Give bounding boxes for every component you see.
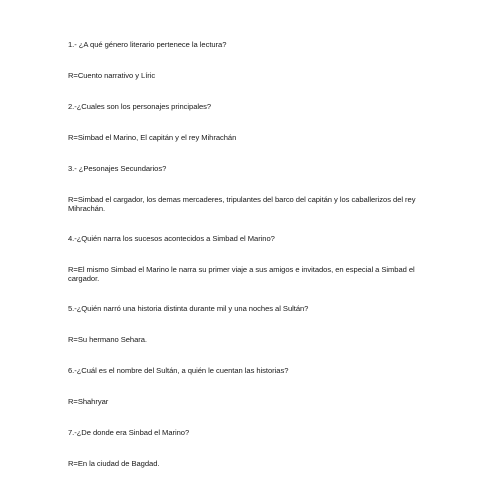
question-3: 3.- ¿Pesonajes Secundarios? — [68, 164, 167, 173]
answer-3: R=Simbad el cargador, los demas mercaderes, tripulantes del barco del capitán y los caballerizos del rey Mihrachán. — [68, 195, 416, 213]
question-1: 1.- ¿A qué género literario pertenece la lectura? — [68, 40, 227, 49]
answer-7: R=En la ciudad de Bagdad. — [68, 459, 160, 468]
answer-2: R=Simbad el Marino, El capitán y el rey Mihrachán — [68, 133, 237, 142]
question-4: 4.-¿Quién narra los sucesos acontecidos a Simbad el Marino? — [68, 234, 275, 243]
question-answer-list — [68, 40, 418, 490]
question-2: 2.-¿Cuales son los personajes principales? — [68, 102, 212, 111]
answer-6: R=Shahryar — [68, 397, 109, 406]
answer-4: R=El mismo Simbad el Marino le narra su primer viaje a sus amigos e invitados, en especial a Simbad el cargador. — [68, 265, 415, 283]
question-5: 5.-¿Quién narró una historia distinta durante mil y una noches al Sultán? — [68, 304, 309, 313]
answer-1: R=Cuento narrativo y Líric — [68, 71, 156, 80]
answer-5: R=Su hermano Sehara. — [68, 335, 147, 344]
question-7: 7.-¿De donde era Sinbad el Marino? — [68, 428, 190, 437]
question-6: 6.-¿Cuál es el nombre del Sultán, a quién le cuentan las historias? — [68, 366, 289, 375]
